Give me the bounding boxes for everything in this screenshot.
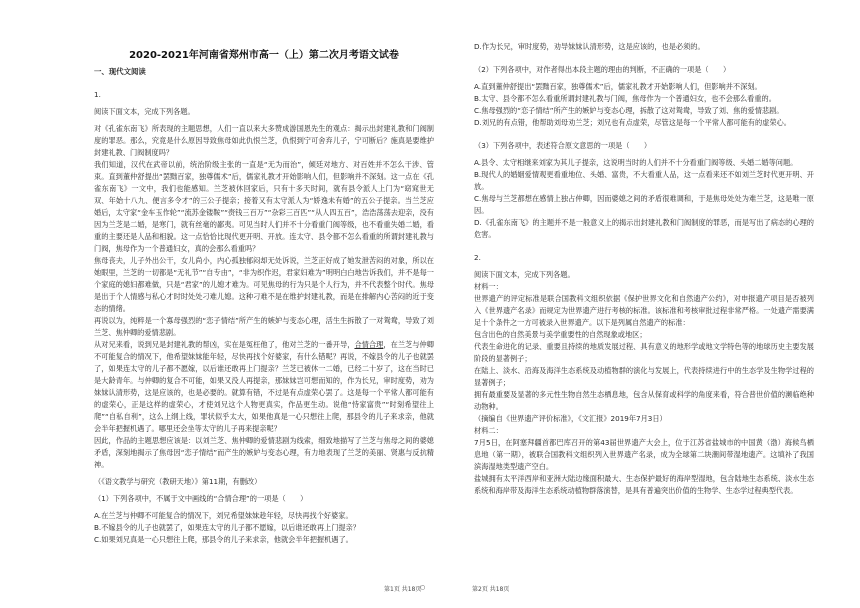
- material-paragraph: 世界遗产的评定标准是联合国教科文组织依据《保护世界文化和自然遗产公约》，对申报遗产项目是否被列入《世界遗产名录》而规定为世界遗产进行考核的标准。该标准和考核审批过程非常严格。一处遗产需要满足十个条件之一方可被录入世界遗产。以下是列属自然遗产的标准：: [474, 294, 814, 327]
- option-c: C.焦母与兰芝都想在感情上独占仲卿，因而婆媳之间的矛盾很难调和，于是焦母处处为难兰芝，这是唯一原因。: [474, 194, 814, 215]
- option-c: C.焦母强烈的“恋子情结”所产生的嫉妒与变态心理，拆散了这对鸳鸯，导致了刘、焦的爱情悲剧。: [474, 106, 784, 115]
- section-heading: 一、现代文阅读: [94, 67, 146, 76]
- passage-paragraph: 我们知道，汉代在武帝以前，统治阶级主张的一直是“无为而治”，倾廷对地方、对百姓并不怎么干涉、管束。直到董仲舒提出“罢黜百家，独尊儒术”后，儒家礼教才开始影响人们，但影响并不深刻。这一点在《孔雀东南飞》一文中，我们也能感知。兰芝被休回家后，只有十多天时间，就有县令派人上门为“窈窕世无双、年始十八九、便言多令才”的三公子提亲；接着又有太守派人为“娇逸未有婚”的五公子提亲。当兰芝应婚后，太守家“金车玉作轮”“流苏金镂鞍”“赍钱三百万”“杂彩三百匹”“从人四五百”，浩浩荡荡去迎亲，没有因为兰芝是二婚，是寒门，就有丝毫的鄙夷。可见当时人们并不十分看重门阀等级，也不看重失婚二婚，看重的主要还是人品和相貌。这一点恰恰比现代更开明、开放。连太守、县令都不怎么看重的所谓封建礼教与门阀，焦母作为一个普通妇女，真的会那么看重吗？: [94, 160, 434, 253]
- material-paragraph: 代表生命进化的记录、重要且持续的地质发展过程、具有意义的地形学或地文学特色等的地球历史主要发展阶段的显著例子；: [474, 342, 814, 363]
- left-column: [94, 66, 434, 546]
- option-b: B.现代人的婚姻爱情观更看重地位、头婚、富贵，不大看重人品，这一点看来还不如刘兰芝时代更开明、开放。: [474, 170, 814, 191]
- material-paragraph: 拥有最重要及显著的多元性生物自然生态栖息地，包含从保育或科学的角度来看，符合普世价值的濒临绝种动物种。: [474, 390, 814, 411]
- page-title: 2020-2021年河南省郑州市高一（上）第二次月考语文试卷: [129, 50, 399, 61]
- material-label: 材料一：: [474, 282, 503, 291]
- option-b: B.不嫁县令的儿子也就罢了，如果连太守的儿子都不愿嫁，以后谁还敢再上门提亲？: [94, 523, 360, 532]
- option-c: C.如果刘兄真是一心只想往上爬，那县令的儿子来求亲，他就会半年把握机遇了。: [94, 535, 353, 544]
- option-a: A.在兰芝与仲卿不可能复合的情况下，刘兄希望妹妹趁年轻，尽快再找个好婆家。: [94, 511, 353, 520]
- material-label: 材料二：: [474, 426, 503, 435]
- passage-paragraph: [94, 339, 434, 435]
- option-d: D.刘兄的有点错，他帮助刘母劝兰芝；刘兄也有点虚荣，尽管这是每一个平常人都可能有的虚荣心。: [474, 118, 791, 127]
- question-number: 1.: [94, 90, 101, 99]
- option-b: B.太守、县令都不怎么看重所谓封建礼教与门阀，焦母作为一个普通妇女，也不会那么看重的。: [474, 94, 776, 103]
- passage-paragraph: 再说以为，纯粹是一个寡母强烈的“恋子情结”所产生的嫉妒与变态心理，活生生拆散了一对鸳鸯，导致了刘兰芝、焦仲卿的爱情悲剧。: [94, 316, 434, 337]
- right-column: [474, 41, 814, 497]
- option-d: D.《孔雀东南飞》的主题并不是一般意义上的揭示出封建礼教和门阀制度的罪恶，而是写出了病态的心理的危害。: [474, 218, 814, 239]
- question-intro: 阅读下面文本，完成下列各题。: [474, 270, 575, 279]
- question-number: 2.: [474, 253, 481, 262]
- option-a: A.直到董仲舒提出“罢黜百家，独尊儒术”后，儒家礼教才开始影响人们，但影响并不深刻。: [474, 82, 762, 91]
- material-paragraph: 在陆上、淡水、沿海及海洋生态系统及动植物群的演化与发展上，代表持续进行中的生态学及生物学过程的显著例子；: [474, 366, 814, 387]
- page-number-left: 第1页 共18页: [384, 586, 422, 593]
- sub-question-stem: （1）下列各项中，不属于文中画线的“合情合理”的一项是（ ）: [94, 494, 308, 503]
- material-paragraph: 盐城拥有太平洋西岸和亚洲大陆边缘面积最大、生态保护最好的海岸型湿地，包含陆地生态系统、淡水生态系统和海岸带及海洋生态系统动植物群落演替，是具有普遍突出价值的生物学、生态学过程典型代表。: [474, 474, 814, 495]
- passage-paragraph: 焦母丧夫，儿子外出公干，女儿尚小，内心孤独郁闷却无处诉说，兰芝正好成了她发泄苦闷的对象，所以在她眼里，兰芝的一切都是“无礼节”“自专由”，“非为织作迟，君家妇难为”明明白白地告诉我们，并不是每一个家庭的媳妇都难做，只是“君家”的儿媳才难为。可见焦母的行为只是个人行为，并不代表整个时代。焦母是出于个人情感与私心才时时处处刁难儿媳。这种刁难不是在维护封建礼教，而是在排解内心苦闷的近于变态的情绪。: [94, 256, 434, 313]
- material-paragraph: 7月5日，在阿塞拜疆首都巴库召开的第43届世界遗产大会上，位于江苏省盐城市的中国黄（渤）海候鸟栖息地（第一期），被联合国教科文组织列入世界遗产名录，成为全球第二块潮间带湿地遗产。这填补了我国滨海湿地类型遗产空白。: [474, 438, 814, 471]
- passage-source: （《语文教学与研究（教研天地）》第11期，有删改）: [94, 477, 262, 486]
- page-number-right: 第2页 共18页: [472, 586, 510, 593]
- material-source: （摘编自《世界遗产评价标准》，《文汇报》2019年7月3日）: [474, 414, 667, 423]
- underlined-phrase: 合情合理: [354, 340, 384, 349]
- passage-paragraph: 因此，作品的主题思想应该是：以刘兰芝、焦仲卿的爱情悲剧为线索，细致地描写了兰芝与焦母之间的婆媳矛盾，深刻地揭示了焦母因“恋子情结”而产生的嫉妒与变态心理，有力地表现了兰芝的美丽、贤惠与反抗精神。: [94, 436, 434, 469]
- passage-text: ，在兰芝与仲卿不可能复合的情况下，他希望妹妹能年轻，尽快再找个好婆家，有什么错呢？再说，不嫁县令的儿子也就罢了，如果连太守的儿子都不愿嫁，以后谁还敢再上门提亲？兰芝已被休一二婚，已经二十岁了，这在当时已是大龄青年。与仲卿的复合不可能，如果又没人再提亲，那妹妹岂可想而知的，作为长兄，审时度势，劝为妹妹认清形势，这是应该的，也是必要的。就算有错，不过是有点虚荣心罢了。这是每一个平常人都可能有的虚荣心，正是这样的虚荣心，才使刘兄这个人物更真实，作品更生动。说他“恃家富贵”“时刻希望往上爬”“自私自利”，这么上纲上线，罪状似乎太大，如果他真是一心只想往上爬，那县令的儿子来求亲，他就会半年把握机遇了。哪里还会坐等太守的儿子再来提亲呢？: [94, 340, 434, 433]
- sub-question-stem: （2）下列各项中，对作者得出本段主题的理由的判断，不正确的一项是（ ）: [474, 65, 731, 74]
- option-d: D.作为长兄，审时度势，劝导妹妹认清形势，这是应该的，也是必须的。: [474, 42, 705, 51]
- material-paragraph: 包含出色的自然美景与美学重要性的自然现象或地区；: [474, 330, 647, 339]
- sub-question-stem: （3）下列各项中，表述符合原文意思的一项是（ ）: [474, 141, 652, 150]
- option-a: A.县令、太守相继来刘家为其儿子提亲，这说明当时的人们并不十分看重门阀等级、头婚二婚等问题。: [474, 158, 798, 167]
- passage-paragraph: 对《孔雀东南飞》所表现的主题思想，人们一直以来大多赞成游国恩先生的观点：揭示出封建礼教和门阀制度的罪恶。那么，究竟是什么原因导致焦母如此仇恨兰芝，仇恨到宁可舍弃儿子，宁可断后？施真是要维护封建礼教、门阀制度吗？: [94, 124, 434, 157]
- passage-text: 从对兄来看，说到兄是封建礼教的帮凶，实在是冤枉他了，他对兰芝的一番开导，: [94, 340, 355, 349]
- page-separator: ○: [420, 584, 426, 591]
- question-intro: 阅读下面文本，完成下列各题。: [94, 107, 195, 116]
